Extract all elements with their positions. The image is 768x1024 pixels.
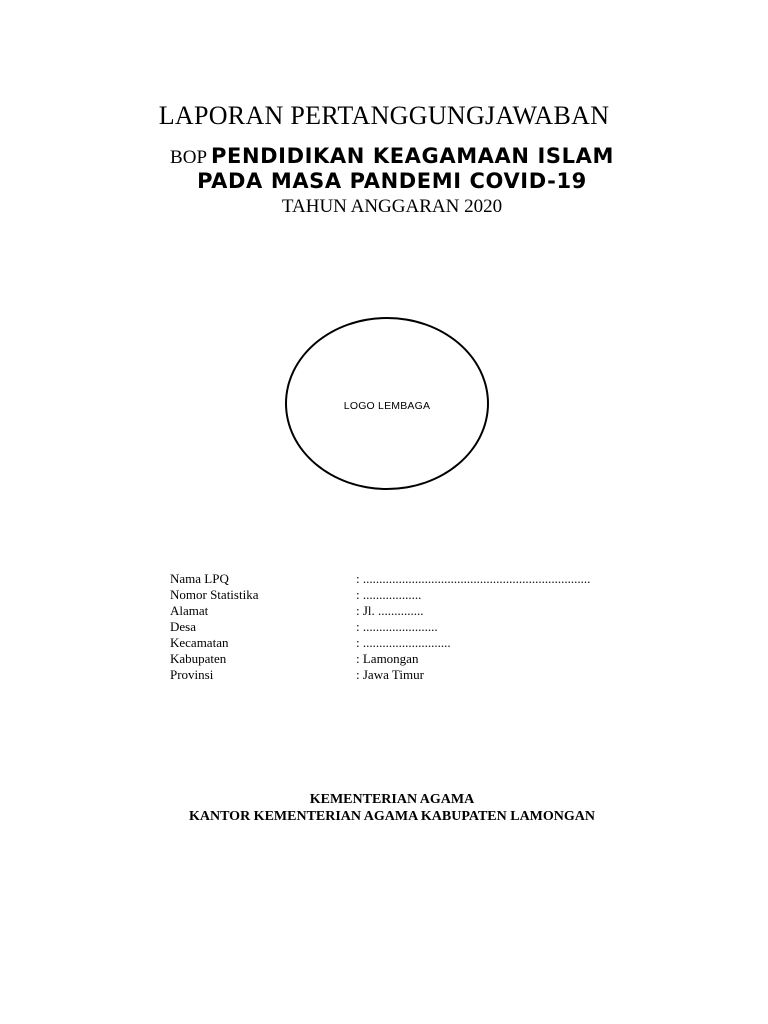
info-value: : ....................... bbox=[356, 619, 438, 634]
info-row bbox=[170, 667, 590, 683]
info-label: Kecamatan bbox=[170, 635, 229, 650]
info-row bbox=[170, 587, 590, 603]
info-value: : ........................... bbox=[356, 635, 451, 650]
info-value: : Lamongan bbox=[356, 651, 419, 666]
footer-office: KANTOR KEMENTERIAN AGAMA KABUPATEN LAMONGAN bbox=[188, 809, 596, 824]
footer-ministry: KEMENTERIAN AGAMA bbox=[309, 792, 475, 807]
info-row bbox=[170, 651, 590, 667]
report-title: LAPORAN PERTANGGUNGJAWABAN bbox=[158, 101, 610, 130]
info-value: : .................. bbox=[356, 587, 422, 602]
info-row bbox=[170, 635, 590, 651]
info-label: Nama LPQ bbox=[170, 571, 229, 586]
logo-placeholder-label: LOGO LEMBAGA bbox=[343, 400, 431, 412]
info-value: : Jawa Timur bbox=[356, 667, 424, 682]
info-value: : Jl. .............. bbox=[356, 603, 424, 618]
info-row bbox=[170, 619, 590, 635]
info-label: Alamat bbox=[170, 603, 209, 618]
info-row bbox=[170, 603, 590, 619]
info-label: Kabupaten bbox=[170, 651, 227, 666]
info-label: Nomor Statistika bbox=[170, 587, 259, 602]
institution-info-table bbox=[170, 571, 590, 683]
info-label: Desa bbox=[170, 619, 196, 634]
info-label: Provinsi bbox=[170, 667, 214, 682]
subtitle-program: PENDIDIKAN KEAGAMAAN ISLAM bbox=[211, 144, 614, 168]
info-value: : ...................................................................... bbox=[356, 571, 591, 586]
info-row bbox=[170, 571, 590, 587]
subtitle-prefix: BOP bbox=[170, 147, 208, 168]
subtitle-line-2: PADA MASA PANDEMI COVID-19 bbox=[197, 169, 587, 193]
subtitle-line-3: TAHUN ANGGARAN 2020 bbox=[281, 196, 503, 217]
